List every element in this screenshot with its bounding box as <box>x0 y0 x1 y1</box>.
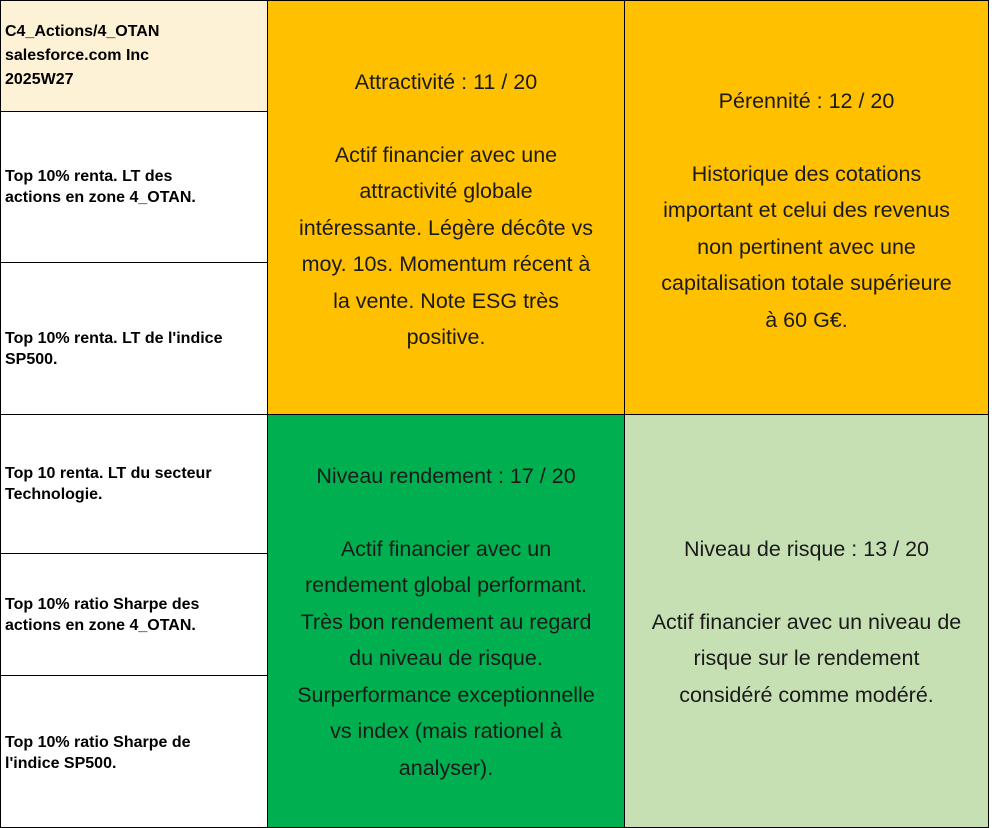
criterion-text <box>5 328 222 370</box>
attractivite-description <box>299 137 593 356</box>
criterion-cell <box>0 675 268 828</box>
criterion-line: actions en zone 4_OTAN. <box>5 616 196 634</box>
risque-description <box>652 604 962 714</box>
description-line: Actif financier avec un <box>340 536 552 561</box>
description-line: important et celui des revenus <box>663 198 950 222</box>
criterion-cell <box>0 262 268 415</box>
criterion-line: l'indice SP500. <box>5 754 117 772</box>
description-line: à 60 G€. <box>765 307 848 332</box>
description-line: Très bon rendement au regard <box>300 609 592 634</box>
rendement-panel <box>267 414 625 828</box>
portfolio-path: C4_Actions/4_OTAN <box>5 23 160 40</box>
attractivite-score: Attractivité : 11 / 20 <box>354 70 538 94</box>
criterion-line: Top 10% ratio Sharpe des <box>5 595 200 613</box>
risque-panel <box>624 414 989 828</box>
asset-header-text <box>5 20 159 92</box>
description-line: capitalisation totale supérieure <box>661 271 952 295</box>
asset-header-cell <box>0 0 268 112</box>
right-edge-border <box>988 0 992 828</box>
criterion-text <box>5 732 191 774</box>
description-line: positive. <box>406 325 486 349</box>
rendement-score: Niveau rendement : 17 / 20 <box>316 464 576 488</box>
description-line: attractivité globale <box>359 179 533 203</box>
criterion-line: Top 10% renta. LT de l'indice <box>5 329 223 347</box>
description-line: non pertinent avec une <box>697 234 916 259</box>
criterion-text <box>5 166 196 208</box>
criterion-line: Top 10 renta. LT du secteur <box>5 465 212 482</box>
company-name: salesforce.com Inc <box>5 47 150 64</box>
perennite-description <box>661 156 951 339</box>
criterion-line: SP500. <box>5 350 58 368</box>
description-line: Actif financier avec une <box>334 142 558 167</box>
criterion-text <box>5 463 212 505</box>
criterion-text <box>5 594 199 636</box>
description-line: Surperformance exceptionnelle <box>297 682 595 707</box>
criterion-line: Top 10% ratio Sharpe de <box>5 733 191 751</box>
description-line: la vente. Note ESG très <box>333 288 559 313</box>
description-line: risque sur le rendement <box>693 646 920 670</box>
criterion-cell <box>0 111 268 263</box>
criterion-line: actions en zone 4_OTAN. <box>5 189 196 206</box>
description-line: rendement global performant. <box>304 573 588 597</box>
description-line: intéressante. Légère décôte vs <box>298 215 594 240</box>
description-line: analyser). <box>398 755 494 780</box>
risque-score: Niveau de risque : 13 / 20 <box>683 537 929 561</box>
description-line: du niveau de risque. <box>349 646 543 670</box>
perennite-score: Pérennité : 12 / 20 <box>718 89 895 113</box>
attractivite-panel <box>267 0 625 415</box>
rendement-description <box>297 531 595 787</box>
criterion-cell <box>0 553 268 676</box>
week-label: 2025W27 <box>5 71 74 88</box>
description-line: moy. 10s. Momentum récent à <box>301 252 591 276</box>
description-line: vs index (mais rationel à <box>330 719 562 743</box>
description-line: Actif financier avec un niveau de <box>651 609 962 634</box>
description-line: Historique des cotations <box>691 161 922 186</box>
criterion-line: Top 10% renta. LT des <box>5 168 173 185</box>
perennite-panel <box>624 0 989 415</box>
description-line: considéré comme modéré. <box>679 682 934 707</box>
criterion-line: Technologie. <box>5 486 103 503</box>
criterion-cell <box>0 414 268 554</box>
